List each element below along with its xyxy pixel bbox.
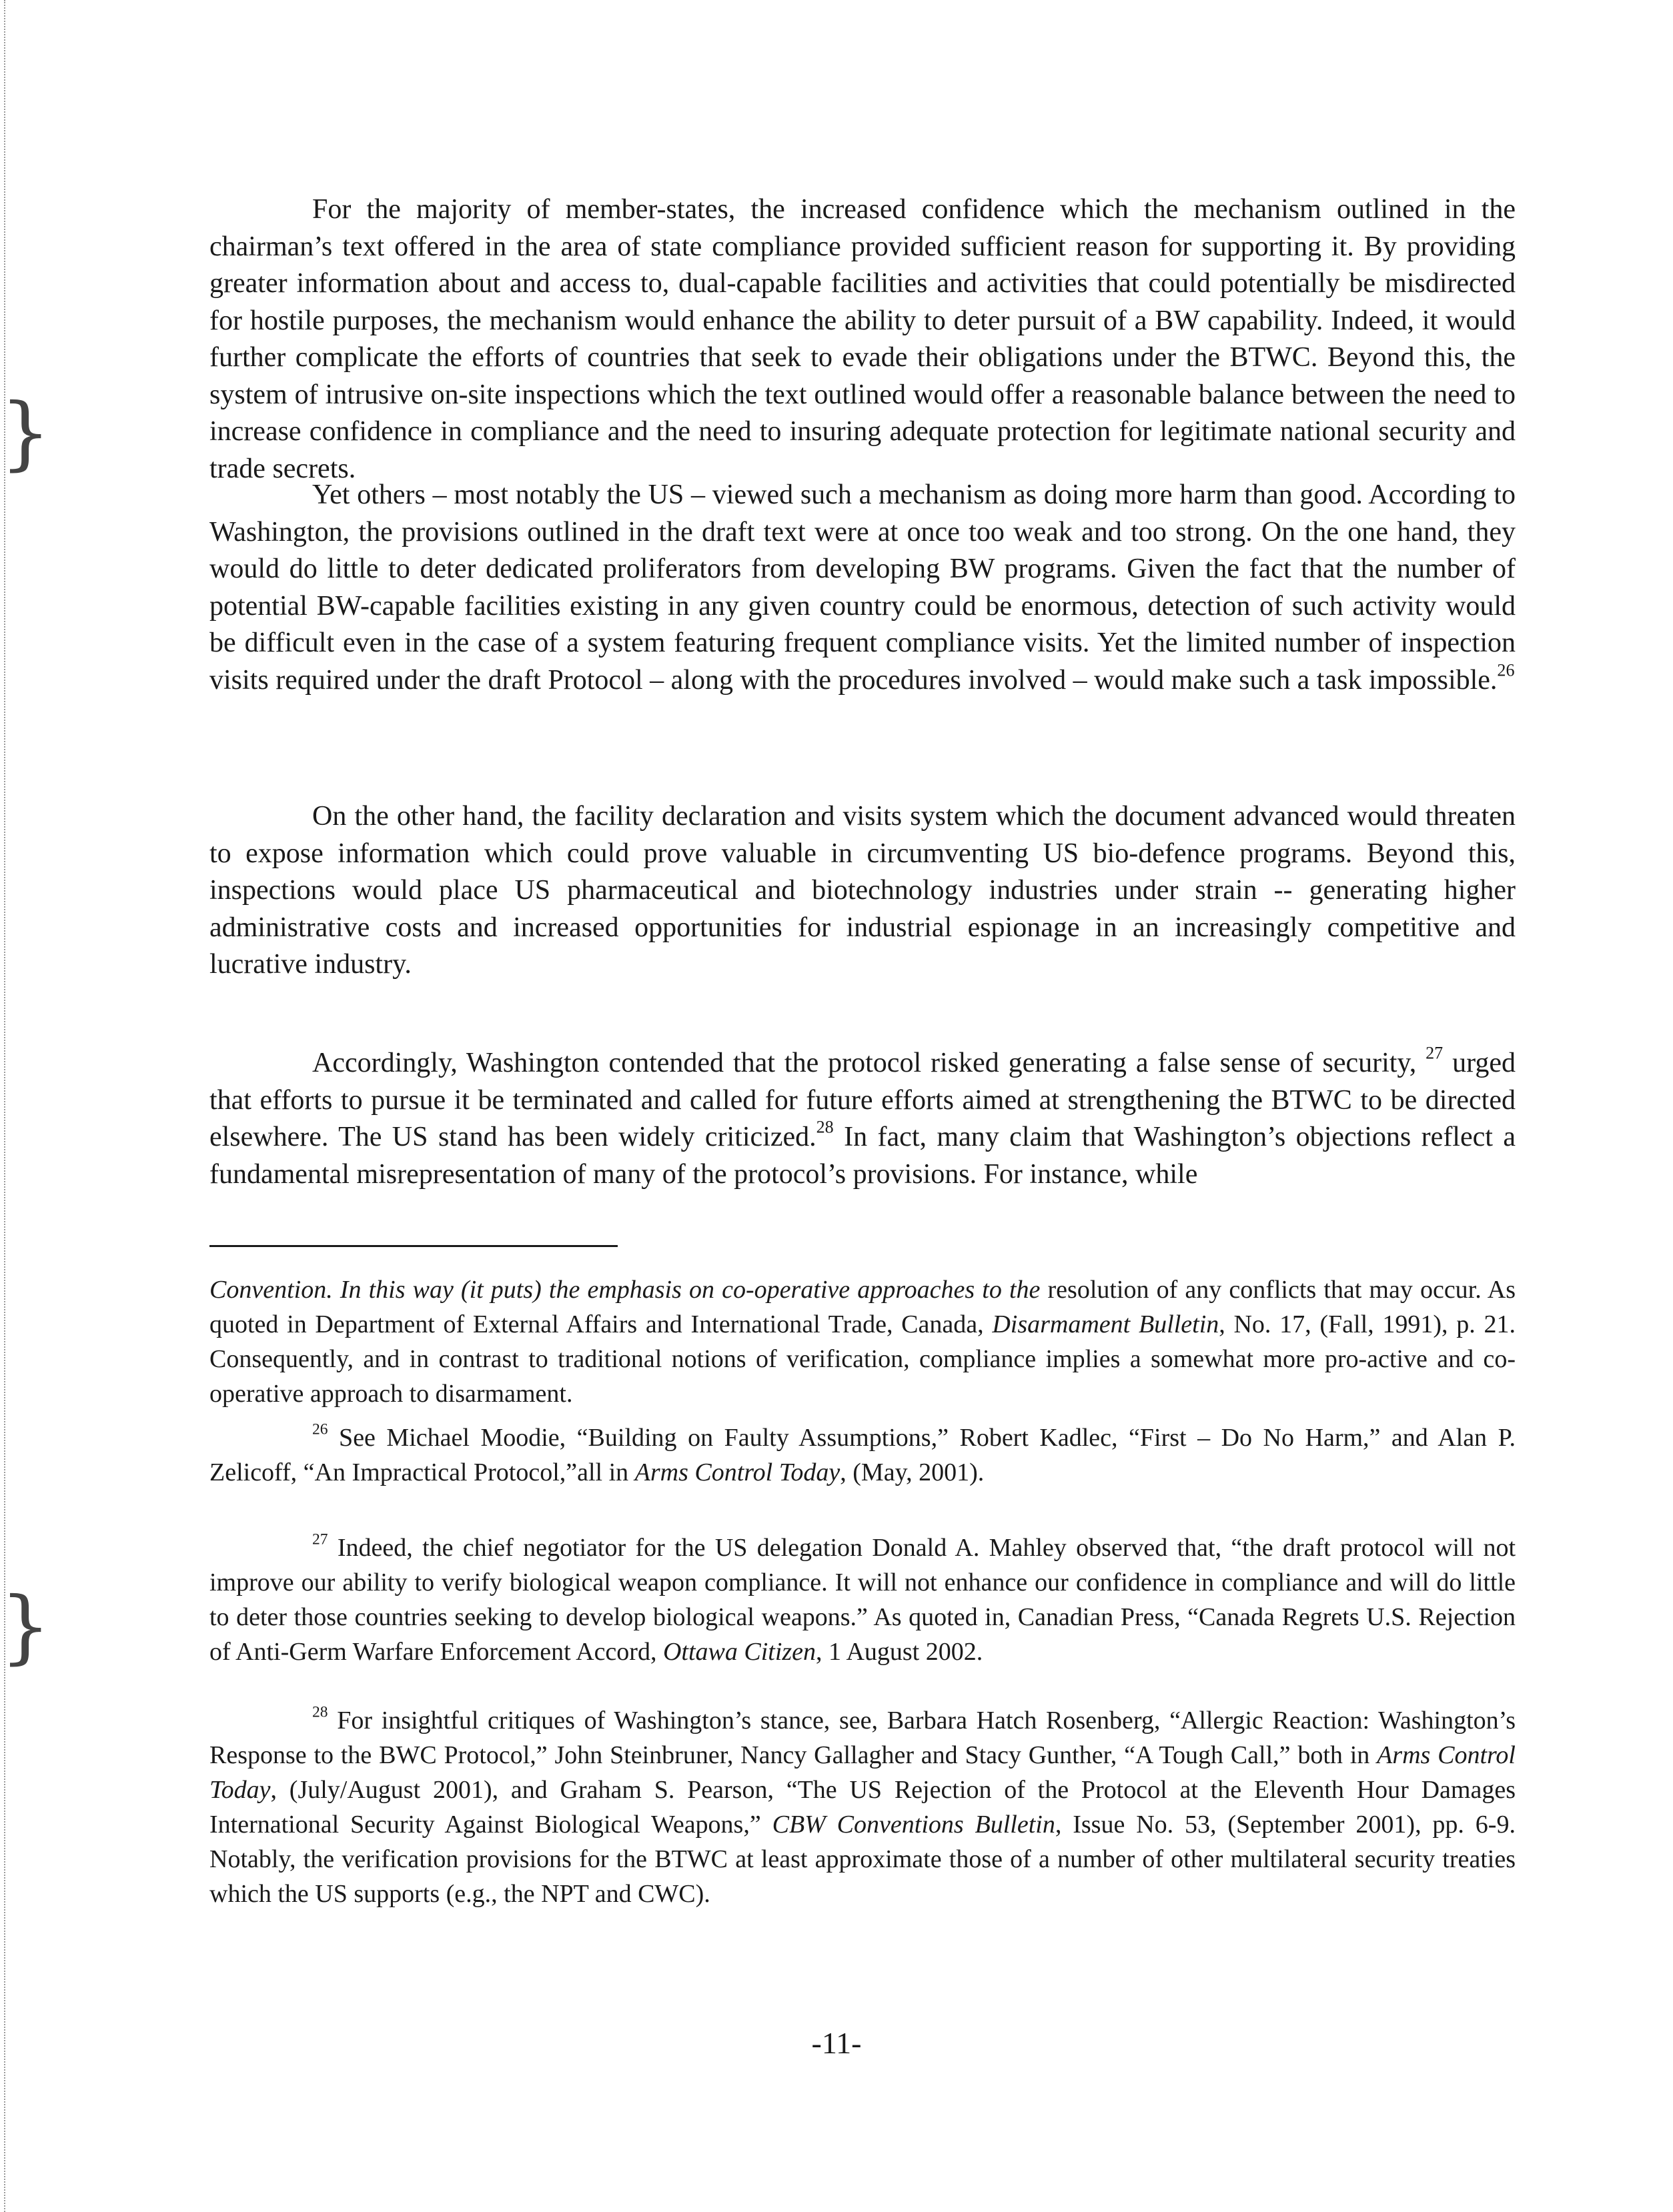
footnote-text: See Michael Moodie, “Building on Faulty Assumptions,” Robert Kadlec, “First – Do No Harm,” and Alan P. Zelicoff, “An Impractical Protocol,”all in <box>209 1424 1516 1486</box>
footnote-27 <box>209 1530 1516 1669</box>
scan-brace-mark: } <box>0 1580 51 1673</box>
footnote-italic: CBW Conventions Bulletin <box>772 1811 1055 1839</box>
footnote-italic: Arms Control Today <box>634 1458 841 1486</box>
footnote-text: resolution of any conflicts that may occur. As quoted in Department of External Affairs and International Trade, Canada, <box>209 1276 1516 1338</box>
footnote-italic: Arms Control Today <box>209 1741 1516 1804</box>
footnote-text: , No. 17, (Fall, 1991), p. 21. Consequently, and in contrast to traditional notions of verification, compliance implies a somewhat more pro-active and co-operative approach to disarmament. <box>209 1310 1516 1408</box>
paragraph-text: In fact, many claim that Washington’s objections reflect a fundamental misrepresentation of many of the protocol’s provisions. For instance, while <box>209 1122 1516 1190</box>
footnote-number: 27 <box>312 1530 328 1548</box>
body-paragraph-4 <box>209 1045 1516 1193</box>
footnote-separator <box>209 1245 618 1247</box>
footnote-text: , (May, 2001). <box>840 1458 985 1486</box>
footnote-text: , Issue No. 53, (September 2001), pp. 6-9. Notably, the verification provisions for the BTWC at least approximate those of a number of other multilateral security treaties which the US supports (e.g., the NPT and CWC). <box>209 1811 1516 1908</box>
paragraph-text: Yet others – most notably the US – viewed such a mechanism as doing more harm than good. According to Washington, the provisions outlined in the draft text were at once too weak and too strong. On the one hand, they would do little to deter dedicated proliferators from developing BW programs. Given the fact that the number of potential BW-capable facilities existing in any given country could be enormous, detection of such activity would be difficult even in the case of a system featuring frequent compliance visits. Yet the limited number of inspection visits required under the draft Protocol – along with the procedures involved – would make such a task impossible. <box>209 479 1516 696</box>
paragraph-text: For the majority of member-states, the increased confidence which the mechanism outlined in the chairman’s text offered in the area of state compliance provided sufficient reason for supporting it. By providing greater information about and access to, dual-capable facilities and activities that could potentially be misdirected for hostile purposes, the mechanism would enhance the ability to deter pursuit of a BW capability. Indeed, it would further complicate the efforts of countries that seek to evade their obligations under the BTWC. Beyond this, the system of intrusive on-site inspections which the text outlined would offer a reasonable balance between the need to increase confidence in compliance and the need to insuring adequate protection for legitimate national security and trade secrets. <box>209 194 1516 484</box>
footnote-text: , 1 August 2002. <box>816 1638 983 1666</box>
body-paragraph-1 <box>209 191 1516 487</box>
footnote-ref-28: 28 <box>816 1117 834 1137</box>
footnote-28 <box>209 1703 1516 1911</box>
scan-edge-line <box>4 0 5 2212</box>
footnote-text: For insightful critiques of Washington’s stance, see, Barbara Hatch Rosenberg, “Allergic Reaction: Washington’s Response to the BWC Protocol,” John Steinbruner, Nancy Gallagher and Stacy Gunther, “A Tough Call,” both in <box>209 1707 1516 1769</box>
paragraph-text: On the other hand, the facility declaration and visits system which the document advanced would threaten to expose information which could prove valuable in circumventing US bio-defence programs. Beyond this, inspections would place US pharmaceutical and biotechnology industries under strain -- generating higher administrative costs and increased opportunities for industrial espionage in an increasingly competitive and lucrative industry. <box>209 801 1516 980</box>
footnote-number: 26 <box>312 1420 328 1438</box>
footnote-italic: Convention. In this way (it puts) the emphasis on co-operative approaches to the <box>209 1276 1041 1304</box>
footnote-text: , (July/August 2001), and Graham S. Pearson, “The US Rejection of the Protocol at the Eleventh Hour Damages International Security Against Biological Weapons,” <box>209 1776 1516 1839</box>
footnote-number: 28 <box>312 1703 328 1721</box>
paragraph-text: urged that efforts to pursue it be terminated and called for future efforts aimed at strengthening the BTWC to be directed elsewhere. The US stand has been widely criticized. <box>209 1048 1516 1152</box>
footnote-italic: Disarmament Bulletin <box>992 1310 1219 1338</box>
body-paragraph-2 <box>209 477 1516 699</box>
footnote-text: Indeed, the chief negotiator for the US delegation Donald A. Mahley observed that, “the draft protocol will not improve our ability to verify biological weapon compliance. It will not enhance our confidence in compliance and will do little to deter those countries seeking to develop biological weapons.” As quoted in, Canadian Press, “Canada Regrets U.S. Rejection of Anti-Germ Warfare Enforcement Accord, <box>209 1534 1516 1666</box>
footnote-ref-26: 26 <box>1497 660 1515 680</box>
body-paragraph-3 <box>209 798 1516 984</box>
page-number: -11- <box>811 2026 862 2060</box>
scan-brace-mark: } <box>0 387 51 479</box>
paragraph-text: Accordingly, Washington contended that the protocol risked generating a false sense of security, <box>312 1048 1426 1078</box>
footnote-italic: Ottawa Citizen <box>662 1638 816 1666</box>
footnote-26 <box>209 1420 1516 1490</box>
footnote-ref-27: 27 <box>1426 1043 1444 1063</box>
footnote-continued <box>209 1272 1516 1411</box>
